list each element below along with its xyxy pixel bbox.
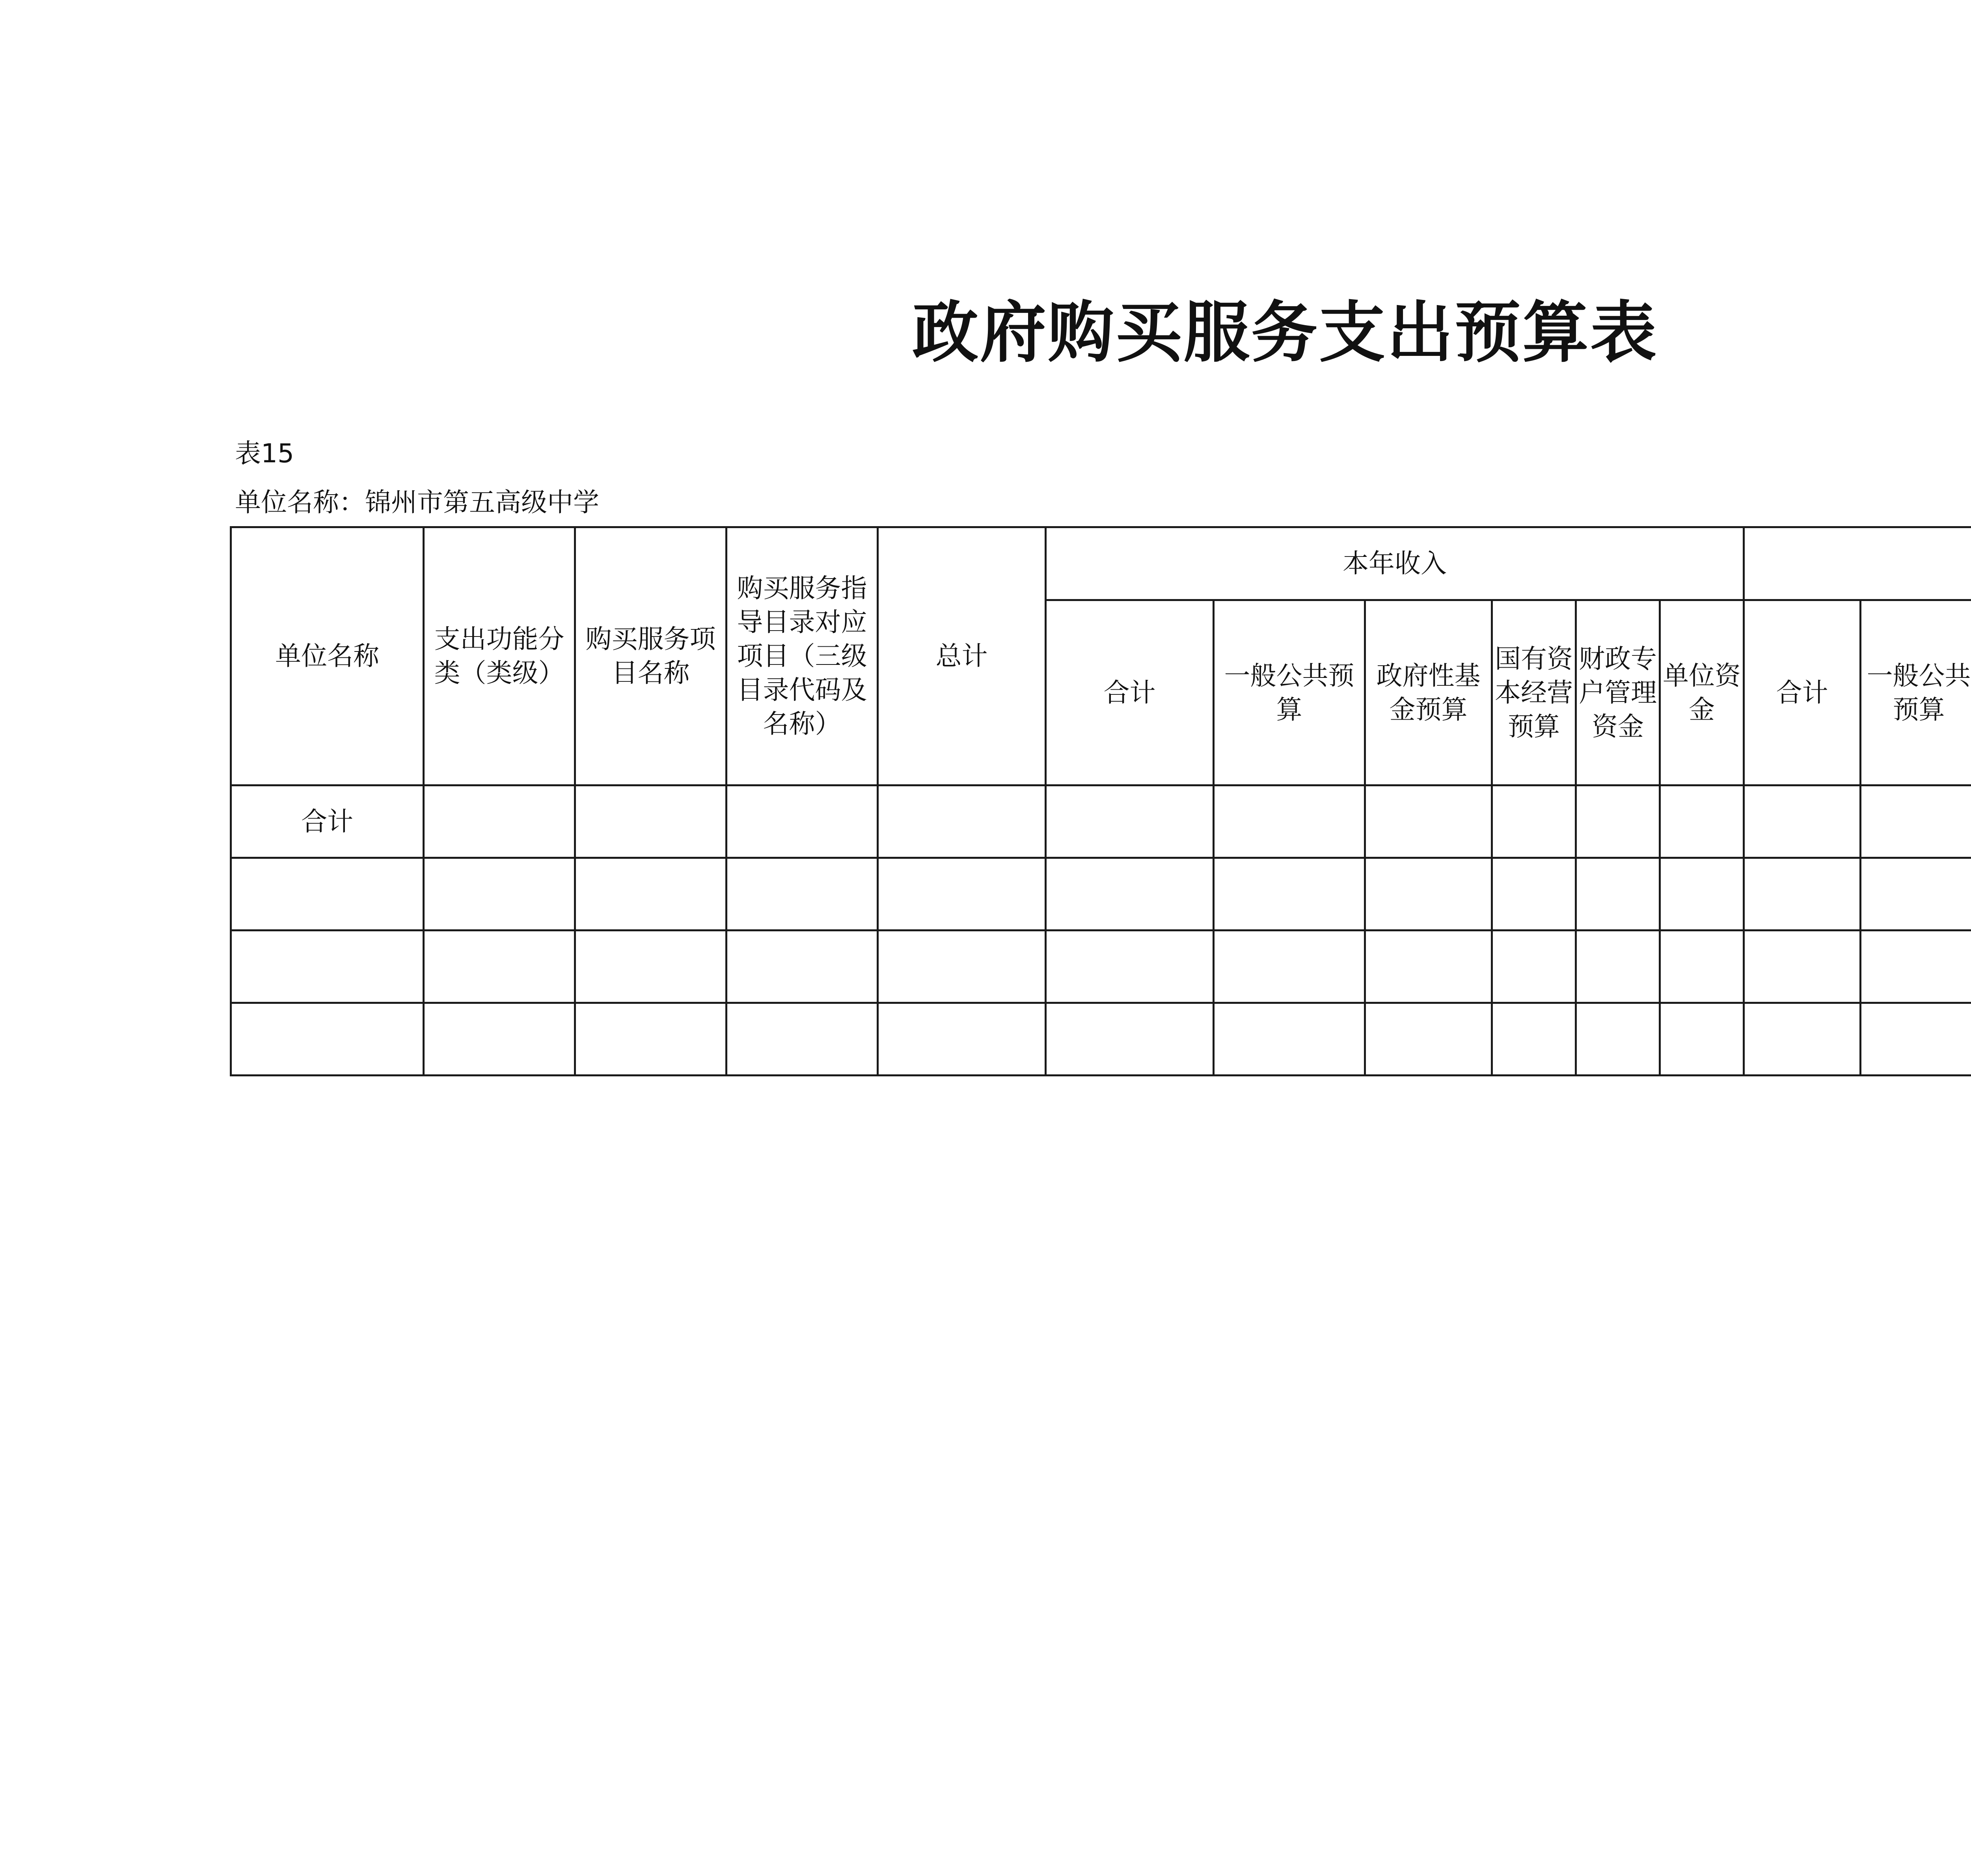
table-cell [1214,931,1365,1003]
header-function-class: 支出功能分类（类级） [424,527,575,785]
header-current-gov-fund: 政府性基金预算 [1365,600,1492,785]
table-cell [1744,931,1861,1003]
table-cell [575,1003,727,1076]
table-cell [1046,785,1214,858]
header-prior-general-public: 一般公共预算 [1861,600,1971,785]
table-cell [424,785,575,858]
header-current-unit-funds: 单位资金 [1660,600,1744,785]
table-cell [575,858,727,931]
table-cell [878,1003,1046,1076]
table-cell [1492,931,1576,1003]
header-prior-total: 合计 [1744,600,1861,785]
table-body [231,785,1971,1076]
header-grand-total: 总计 [878,527,1046,785]
table-cell [1861,1003,1971,1076]
table-cell [1861,858,1971,931]
page-title: 政府购买服务支出预算表 [912,294,1658,371]
table-cell [1365,931,1492,1003]
table-cell [231,1003,424,1076]
table-cell [1492,785,1576,858]
table-cell [878,858,1046,931]
table-cell [231,931,424,1003]
header-row-top [231,527,1971,600]
table-cell [1492,1003,1576,1076]
table-cell [424,1003,575,1076]
table-cell [1861,785,1971,858]
table-cell [1046,931,1214,1003]
table-cell [727,931,878,1003]
table-cell [1365,785,1492,858]
table-cell [424,931,575,1003]
table-cell [231,858,424,931]
table-cell [1492,858,1576,931]
table-cell [1576,931,1660,1003]
header-current-state-capital: 国有资本经营预算 [1492,600,1576,785]
table-cell [1576,1003,1660,1076]
table-cell [727,1003,878,1076]
table-cell [424,858,575,931]
table-cell [1576,858,1660,931]
table-cell [1214,858,1365,931]
table-cell [1660,931,1744,1003]
table-cell [1660,1003,1744,1076]
table-cell [575,931,727,1003]
table-cell [878,785,1046,858]
header-current-fiscal-special: 财政专户管理资金 [1576,600,1660,785]
table-cell [1744,858,1861,931]
table-row [231,785,1971,858]
table-cell [1660,858,1744,931]
header-current-general-public: 一般公共预算 [1214,600,1365,785]
table-cell [878,931,1046,1003]
table-cell [1744,785,1861,858]
table-number: 表15 [235,438,294,469]
table-cell: 合计 [231,785,424,858]
header-service-item-name: 购买服务项目名称 [575,527,727,785]
header-current-total: 合计 [1046,600,1214,785]
header-catalog-item: 购买服务指导目录对应项目（三级目录代码及名称） [727,527,878,785]
table-cell [1365,858,1492,931]
table-cell [1660,785,1744,858]
table-cell [1214,1003,1365,1076]
table-cell [727,858,878,931]
table-cell [1576,785,1660,858]
budget-table [230,526,1971,1076]
table-cell [1365,1003,1492,1076]
table-row [231,858,1971,931]
table-cell [1744,1003,1861,1076]
table-row [231,1003,1971,1076]
table-cell [1046,858,1214,931]
table-cell [1214,785,1365,858]
table-cell [727,785,878,858]
table-row [231,931,1971,1003]
header-current-year-group: 本年收入 [1046,527,1744,600]
table-cell [575,785,727,858]
table-cell [1861,931,1971,1003]
table-cell [1046,1003,1214,1076]
header-prior-year-group [1744,527,1971,600]
unit-name-label: 单位名称：锦州市第五高级中学 [235,487,599,517]
header-unit-name: 单位名称 [231,527,424,785]
